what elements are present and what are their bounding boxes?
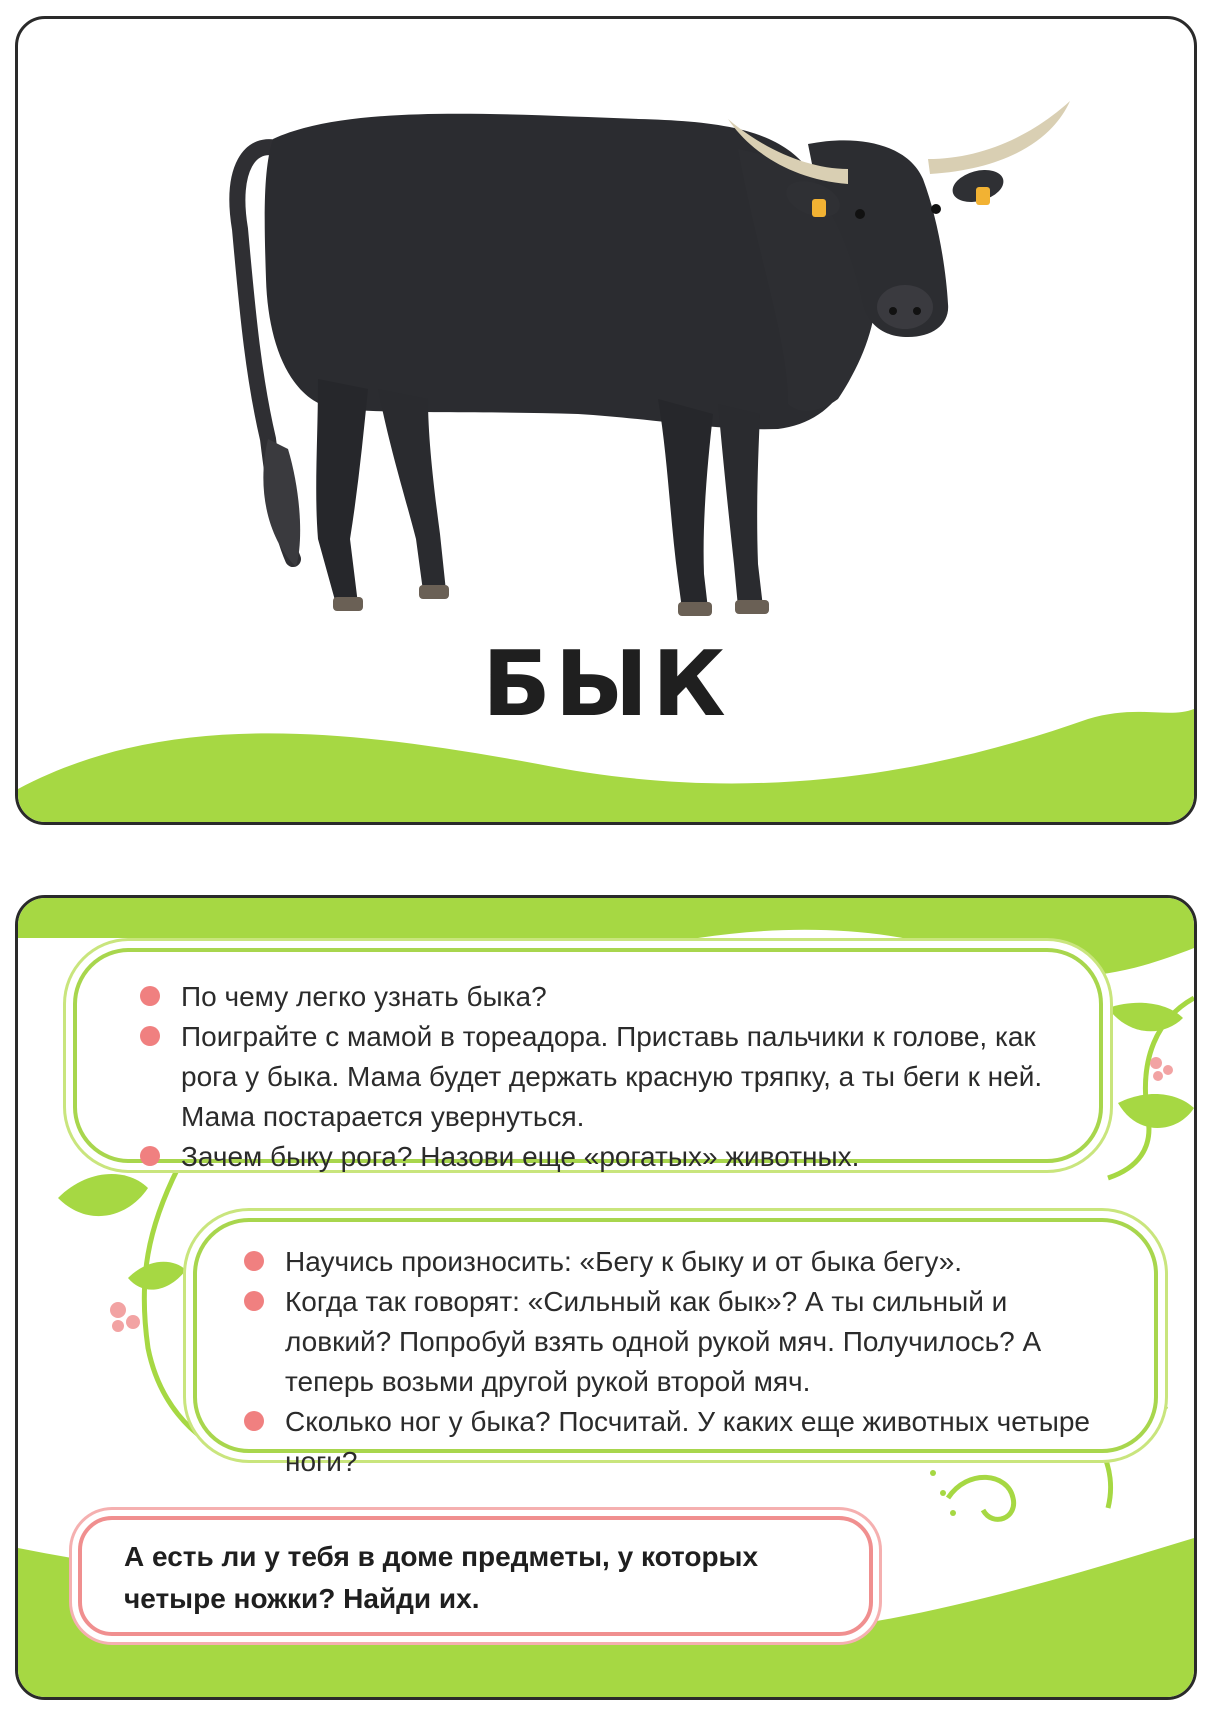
bullet-dot xyxy=(244,1251,264,1271)
bullet-dot xyxy=(140,1026,160,1046)
bull-image xyxy=(237,101,1070,616)
question-frame xyxy=(78,1516,873,1636)
list-item: Зачем быку рога? Назови еще «рогатых» животных. xyxy=(137,1137,1069,1177)
bullet-dot xyxy=(140,986,160,1006)
card-front xyxy=(15,16,1197,825)
bullet-dot xyxy=(244,1291,264,1311)
leaf-left-3 xyxy=(128,1262,186,1290)
bullet-dot xyxy=(140,1146,160,1166)
list-item: Научись произносить: «Бегу к быку и от быка бегу». xyxy=(241,1242,1114,1282)
tips-list-2 xyxy=(241,1242,1114,1482)
bullet-dot xyxy=(244,1411,264,1431)
list-item: Поиграйте с мамой в тореадора. Приставь пальчики к голове, как рога у быка. Мама будет держать красную тряпку, а ты беги к ней. Мама постарается увернуться. xyxy=(137,1017,1069,1137)
card-title: БЫК xyxy=(482,632,730,737)
list-item: Когда так говорят: «Сильный как бык»? А ты сильный и ловкий? Попробуй взять одной рукой мяч. Получилось? А теперь возьми другой рукой второй мяч. xyxy=(241,1282,1114,1402)
tips-frame-2 xyxy=(193,1218,1158,1477)
tips-frame-1 xyxy=(73,948,1103,1172)
tips-list-1 xyxy=(137,977,1069,1177)
list-item: По чему легко узнать быка? xyxy=(137,977,1069,1017)
list-item: Сколько ног у быка? Посчитай. У каких еще животных четыре ноги? xyxy=(241,1402,1114,1482)
leaf-right-top xyxy=(1118,1094,1194,1128)
question-text: А есть ли у тебя в доме предметы, у которых четыре ножки? Найди их. xyxy=(124,1541,759,1614)
card-back xyxy=(15,895,1197,1700)
leaf-left-1 xyxy=(58,1174,148,1216)
